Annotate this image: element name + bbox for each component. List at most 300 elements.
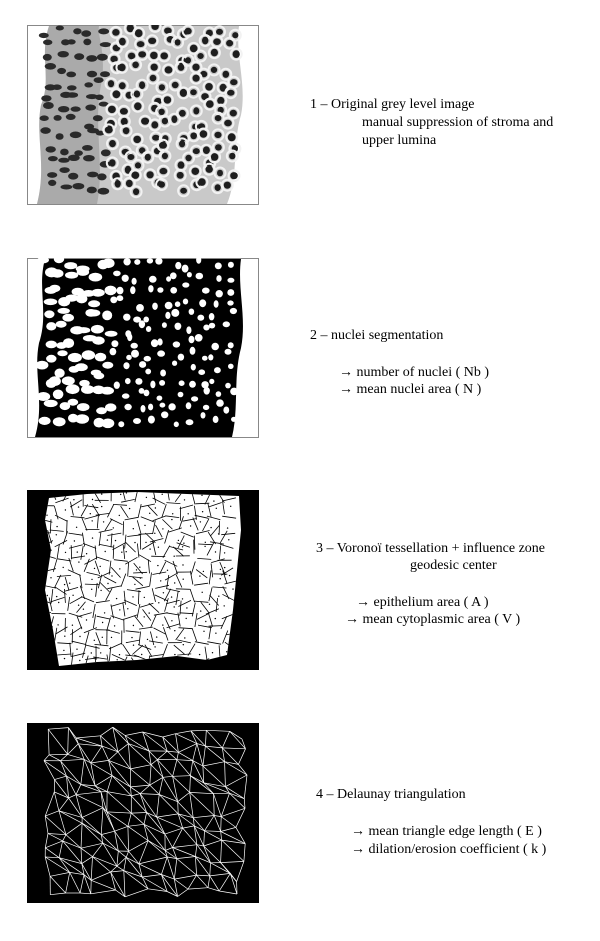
segmented-nucleus <box>179 380 185 386</box>
geodesic-center <box>201 495 202 496</box>
step3-cytoplasmic-area: → mean cytoplasmic area ( V ) <box>345 612 521 627</box>
geodesic-center <box>76 527 77 528</box>
segmented-nucleus <box>94 373 105 380</box>
nucleus-mark <box>43 40 52 46</box>
geodesic-center <box>74 540 75 541</box>
step1-title: 1 – Original grey level image <box>310 97 475 112</box>
nucleus-mark <box>97 54 108 61</box>
nucleus-mark <box>192 64 199 71</box>
segmented-nucleus <box>161 411 168 418</box>
segmented-nucleus <box>95 353 106 362</box>
nucleus-mark <box>159 142 167 149</box>
geodesic-center <box>157 565 158 566</box>
geodesic-center <box>107 583 108 584</box>
segmented-nucleus <box>36 361 49 370</box>
nucleus-mark <box>98 28 109 34</box>
segmented-nucleus <box>190 347 196 355</box>
nucleus-mark <box>185 28 192 35</box>
segmented-nucleus <box>196 273 204 280</box>
geodesic-center <box>127 608 128 609</box>
segmented-nucleus <box>89 273 103 282</box>
nucleus-mark <box>66 72 76 78</box>
geodesic-center <box>156 636 157 637</box>
geodesic-center <box>111 575 112 576</box>
segmented-nucleus <box>203 405 209 410</box>
segmented-nucleus <box>152 303 158 310</box>
segmented-nucleus <box>123 314 130 321</box>
segmented-nucleus <box>147 258 153 264</box>
nucleus-mark <box>224 120 232 127</box>
segmented-nucleus <box>51 269 63 277</box>
geodesic-center <box>210 527 211 528</box>
geodesic-center <box>158 547 159 548</box>
nucleus-mark <box>193 148 200 154</box>
geodesic-center <box>199 654 200 655</box>
segmented-nucleus <box>186 419 194 425</box>
nucleus-mark <box>178 64 185 71</box>
nucleus-mark <box>119 82 126 89</box>
segmented-nucleus <box>117 295 124 301</box>
segmented-nucleus <box>228 342 234 348</box>
segmented-nucleus <box>148 285 153 292</box>
geodesic-center <box>202 511 203 512</box>
segmented-nucleus <box>143 317 149 323</box>
geodesic-center <box>174 606 175 607</box>
geodesic-center <box>72 595 73 596</box>
geodesic-center <box>209 604 210 605</box>
segmented-nucleus <box>201 412 206 418</box>
geodesic-center <box>133 645 134 646</box>
segmented-nucleus <box>146 326 151 332</box>
nucleus-mark <box>98 188 110 195</box>
nucleus-mark <box>126 180 133 187</box>
geodesic-center <box>213 500 214 501</box>
segmented-nucleus <box>53 390 64 400</box>
geodesic-center <box>56 534 57 535</box>
segmented-nucleus <box>75 414 89 423</box>
segmented-nucleus <box>135 378 142 385</box>
geodesic-center <box>79 660 80 661</box>
segmented-nucleus <box>211 343 219 351</box>
nucleus-mark <box>178 161 185 168</box>
grey-level-histology-image <box>27 25 259 205</box>
segmented-nucleus <box>170 272 177 279</box>
segmented-nucleus <box>189 381 196 388</box>
segmented-nucleus <box>214 300 219 308</box>
segmented-nucleus <box>53 417 66 426</box>
step2-nuclei-area: → mean nuclei area ( N ) <box>339 382 482 397</box>
geodesic-center <box>56 526 57 527</box>
geodesic-center <box>202 592 203 593</box>
segmented-nucleus <box>178 392 184 398</box>
geodesic-center <box>228 539 229 540</box>
geodesic-center <box>57 624 58 625</box>
step3-title: 3 – Voronoï tessellation + influence zone <box>316 541 545 556</box>
segmented-nucleus <box>157 396 163 401</box>
geodesic-center <box>205 621 206 622</box>
geodesic-center <box>158 602 159 603</box>
segmented-nucleus <box>55 369 65 378</box>
nucleus-mark <box>185 155 191 161</box>
nucleus-mark <box>158 109 164 115</box>
segmented-nucleus <box>102 362 113 369</box>
geodesic-center <box>174 654 175 655</box>
nucleus-mark <box>206 166 213 173</box>
geodesic-center <box>50 577 51 578</box>
segmented-nucleus <box>145 369 151 375</box>
geodesic-center <box>174 556 175 557</box>
nucleus-mark <box>66 92 78 98</box>
segmented-nucleus <box>189 336 195 343</box>
nucleus-mark <box>73 28 81 34</box>
segmented-nucleus <box>127 333 132 341</box>
segmented-nucleus <box>136 304 144 312</box>
nucleus-mark <box>132 62 139 69</box>
nucleus-mark <box>83 155 95 161</box>
segmented-nucleus <box>182 282 189 287</box>
nucleus-mark <box>115 180 121 188</box>
nucleus-mark <box>113 90 121 98</box>
segmented-nucleus <box>110 348 117 355</box>
segmented-nucleus <box>165 302 173 310</box>
segmented-nucleus <box>105 403 116 411</box>
nucleus-mark <box>160 168 168 174</box>
nucleus-mark <box>145 154 151 161</box>
nucleus-mark <box>171 115 177 123</box>
nucleus-mark <box>95 95 103 101</box>
segmented-nucleus <box>77 268 89 276</box>
nucleus-mark <box>133 136 141 143</box>
segmented-nucleus <box>148 416 155 424</box>
nucleus-mark <box>52 84 62 90</box>
segmented-nucleus <box>227 300 233 305</box>
segmented-nucleus <box>126 355 132 360</box>
voronoi-edge <box>176 589 190 590</box>
segmented-nucleus <box>209 379 214 384</box>
geodesic-center <box>182 546 183 547</box>
geodesic-center <box>58 602 59 603</box>
geodesic-center <box>100 652 101 653</box>
segmented-nucleus <box>118 421 124 427</box>
segmented-nucleus <box>46 341 57 349</box>
voronoi-tessellation-image <box>27 490 259 670</box>
geodesic-center <box>144 525 145 526</box>
segmented-nucleus <box>111 340 118 347</box>
segmented-nucleus <box>216 391 222 397</box>
nucleus-mark <box>164 96 172 103</box>
panel-voronoi-tessellation <box>27 490 259 670</box>
geodesic-center <box>77 551 78 552</box>
geodesic-center <box>224 605 225 606</box>
segmented-nucleus <box>44 299 58 306</box>
segmented-nucleus <box>64 262 77 269</box>
geodesic-center <box>140 577 141 578</box>
delaunay-triangulation-image <box>27 723 259 903</box>
geodesic-center <box>224 552 225 553</box>
nucleus-mark <box>135 162 141 168</box>
geodesic-center <box>63 650 64 651</box>
geodesic-center <box>102 622 103 623</box>
nucleus-mark <box>215 144 222 150</box>
nucleus-mark <box>134 91 140 98</box>
geodesic-center <box>119 609 120 610</box>
geodesic-center <box>64 636 65 637</box>
panel-nuclei-segmentation <box>27 258 259 438</box>
geodesic-center <box>215 633 216 634</box>
nucleus-mark <box>137 41 145 47</box>
nucleus-mark <box>217 170 223 177</box>
geodesic-center <box>100 590 101 591</box>
geodesic-center <box>116 598 117 599</box>
segmented-nucleus <box>77 327 91 333</box>
geodesic-center <box>200 521 201 522</box>
segmented-nucleus <box>123 362 129 369</box>
geodesic-center <box>119 568 120 569</box>
nucleus-mark <box>57 68 66 74</box>
segmented-nucleus <box>171 309 179 317</box>
geodesic-center <box>203 631 204 632</box>
geodesic-center <box>86 553 87 554</box>
segmented-nucleus <box>197 315 204 321</box>
nucleus-mark <box>59 167 69 173</box>
segmented-nucleus <box>75 363 88 371</box>
segmented-nucleus <box>187 272 192 277</box>
nucleus-mark <box>193 75 200 82</box>
geodesic-center <box>111 637 112 638</box>
segmented-nucleus <box>62 376 75 385</box>
nucleus-mark <box>160 52 168 59</box>
segmented-nucleus <box>216 290 223 297</box>
nucleus-mark <box>198 178 206 186</box>
segmented-nucleus <box>46 355 56 363</box>
geodesic-center <box>205 542 206 543</box>
nucleus-mark <box>109 159 116 166</box>
nucleus-mark <box>152 135 160 141</box>
segmented-nucleus <box>223 407 229 414</box>
geodesic-center <box>46 515 47 516</box>
segmented-nucleus <box>225 349 232 355</box>
geodesic-center <box>146 497 147 498</box>
nucleus-mark <box>180 89 187 97</box>
segmented-nucleus <box>178 354 184 361</box>
nucleus-mark <box>179 110 186 117</box>
segmented-nucleus <box>195 334 203 342</box>
nucleus-mark <box>41 95 51 101</box>
segmented-nucleus <box>174 422 179 428</box>
nucleus-mark <box>133 188 139 195</box>
nucleus-mark <box>211 49 218 57</box>
geodesic-center <box>154 533 155 534</box>
nucleus-mark <box>230 79 237 85</box>
nucleus-mark <box>47 172 57 178</box>
geodesic-center <box>203 571 204 572</box>
nucleus-mark <box>233 50 240 58</box>
segmented-nucleus <box>227 278 234 283</box>
voronoi-edge <box>123 521 124 535</box>
nucleus-mark <box>190 89 197 95</box>
geodesic-center <box>182 598 183 599</box>
segmented-nucleus <box>230 308 237 314</box>
geodesic-center <box>199 575 200 576</box>
geodesic-center <box>92 520 93 521</box>
nucleus-mark <box>123 127 130 134</box>
nucleus-mark <box>40 127 50 134</box>
geodesic-center <box>226 651 227 652</box>
segmented-nucleus <box>130 286 135 294</box>
nucleus-mark <box>94 77 104 83</box>
segmented-nucleus <box>202 356 208 361</box>
segmented-nucleus <box>213 416 219 423</box>
nucleus-mark <box>100 42 111 47</box>
nucleus-mark <box>67 85 77 90</box>
geodesic-center <box>227 527 228 528</box>
geodesic-center <box>90 513 91 514</box>
nucleus-mark <box>97 173 106 180</box>
geodesic-center <box>134 584 135 585</box>
geodesic-center <box>91 589 92 590</box>
segmented-nucleus <box>123 258 130 266</box>
segmented-nucleus <box>173 341 180 347</box>
segmented-nucleus <box>159 380 165 386</box>
nucleus-mark <box>150 75 157 82</box>
segmented-nucleus <box>101 387 114 395</box>
nucleus-mark <box>193 107 199 114</box>
segmented-nucleus <box>114 382 120 389</box>
segmented-nucleus <box>133 418 141 424</box>
segmented-nucleus <box>143 390 149 397</box>
geodesic-center <box>171 620 172 621</box>
geodesic-center <box>139 567 140 568</box>
nucleus-mark <box>109 140 116 147</box>
step4-title: 4 – Delaunay triangulation <box>316 787 466 802</box>
geodesic-center <box>182 564 183 565</box>
nucleus-mark <box>83 39 91 46</box>
nucleus-mark <box>56 133 64 140</box>
geodesic-center <box>162 494 163 495</box>
segmented-nucleus <box>77 403 90 411</box>
segmented-nucleus <box>102 258 114 268</box>
nucleus-mark <box>202 37 208 45</box>
geodesic-center <box>154 646 155 647</box>
segmented-nucleus <box>37 392 51 401</box>
segmented-nucleus <box>49 285 60 292</box>
geodesic-center <box>104 612 105 613</box>
geodesic-center <box>69 583 70 584</box>
triangle-edge <box>178 802 179 814</box>
segmented-nucleus <box>124 404 131 410</box>
segmented-nucleus <box>208 354 213 360</box>
nucleus-mark <box>84 82 93 87</box>
nucleus-mark <box>211 67 217 73</box>
step3-subtitle: geodesic center <box>410 558 497 573</box>
geodesic-center <box>78 561 79 562</box>
geodesic-center <box>92 537 93 538</box>
segmented-nucleus <box>186 326 191 334</box>
nucleus-mark <box>185 57 191 63</box>
geodesic-center <box>218 596 219 597</box>
segmented-nucleus <box>191 396 198 401</box>
geodesic-center <box>183 644 184 645</box>
geodesic-center <box>155 507 156 508</box>
nucleus-mark <box>175 39 181 45</box>
segmented-nucleus <box>160 370 166 377</box>
segmented-nucleus <box>148 404 153 411</box>
segmented-nucleus <box>134 259 140 265</box>
segmented-nucleus <box>225 383 231 389</box>
geodesic-center <box>117 659 118 660</box>
nucleus-mark <box>71 106 81 111</box>
segmented-nucleus <box>141 405 146 412</box>
nucleus-mark <box>43 102 54 109</box>
segmented-nucleus <box>39 417 51 425</box>
segmented-nucleus <box>175 323 182 330</box>
geodesic-center <box>212 652 213 653</box>
segmented-nucleus <box>113 271 121 277</box>
geodesic-center <box>114 625 115 626</box>
segmented-nucleus <box>139 361 146 368</box>
geodesic-center <box>101 493 102 494</box>
segmented-nucleus <box>56 321 67 328</box>
geodesic-center <box>91 579 92 580</box>
geodesic-center <box>94 568 95 569</box>
geodesic-center <box>218 533 219 534</box>
nucleus-mark <box>48 156 58 161</box>
segmented-nucleus <box>191 364 196 371</box>
geodesic-center <box>215 551 216 552</box>
nucleus-mark <box>180 188 187 194</box>
nucleus-mark <box>74 53 84 60</box>
nucleus-mark <box>192 168 200 175</box>
nucleus-mark <box>134 102 141 110</box>
nucleus-mark <box>230 172 238 179</box>
nucleus-mark <box>230 110 237 117</box>
nucleus-mark <box>82 145 93 151</box>
segmented-nucleus <box>139 320 145 328</box>
segmented-nucleus <box>63 338 74 348</box>
geodesic-center <box>56 596 57 597</box>
geodesic-center <box>172 513 173 514</box>
geodesic-center <box>184 637 185 638</box>
segmented-nucleus <box>149 276 157 283</box>
geodesic-center <box>171 519 172 520</box>
segmented-nucleus <box>122 275 129 282</box>
nucleus-mark <box>87 172 98 178</box>
step1-line1: manual suppression of stroma and <box>362 115 554 130</box>
voronoi-edge <box>219 521 220 535</box>
nucleus-mark <box>58 106 69 112</box>
segmented-nucleus <box>131 350 139 358</box>
segmented-nucleus <box>66 384 80 394</box>
nucleus-mark <box>58 158 69 163</box>
nucleus-mark <box>205 83 213 91</box>
nucleus-mark <box>151 121 158 128</box>
nucleus-mark <box>61 185 73 190</box>
nucleus-mark <box>227 90 234 96</box>
segmented-nucleus <box>186 402 192 409</box>
segmented-nucleus <box>157 350 165 356</box>
segmented-nucleus <box>105 286 117 296</box>
nucleus-mark <box>151 64 158 71</box>
geodesic-center <box>230 506 231 507</box>
nucleus-mark <box>232 32 238 38</box>
segmented-nucleus <box>209 313 215 320</box>
nucleus-mark <box>217 97 224 104</box>
nucleus-mark <box>141 118 149 125</box>
nucleus-mark <box>45 63 56 70</box>
geodesic-center <box>183 543 184 544</box>
segmented-nucleus <box>88 310 101 317</box>
nucleus-mark <box>87 187 97 194</box>
